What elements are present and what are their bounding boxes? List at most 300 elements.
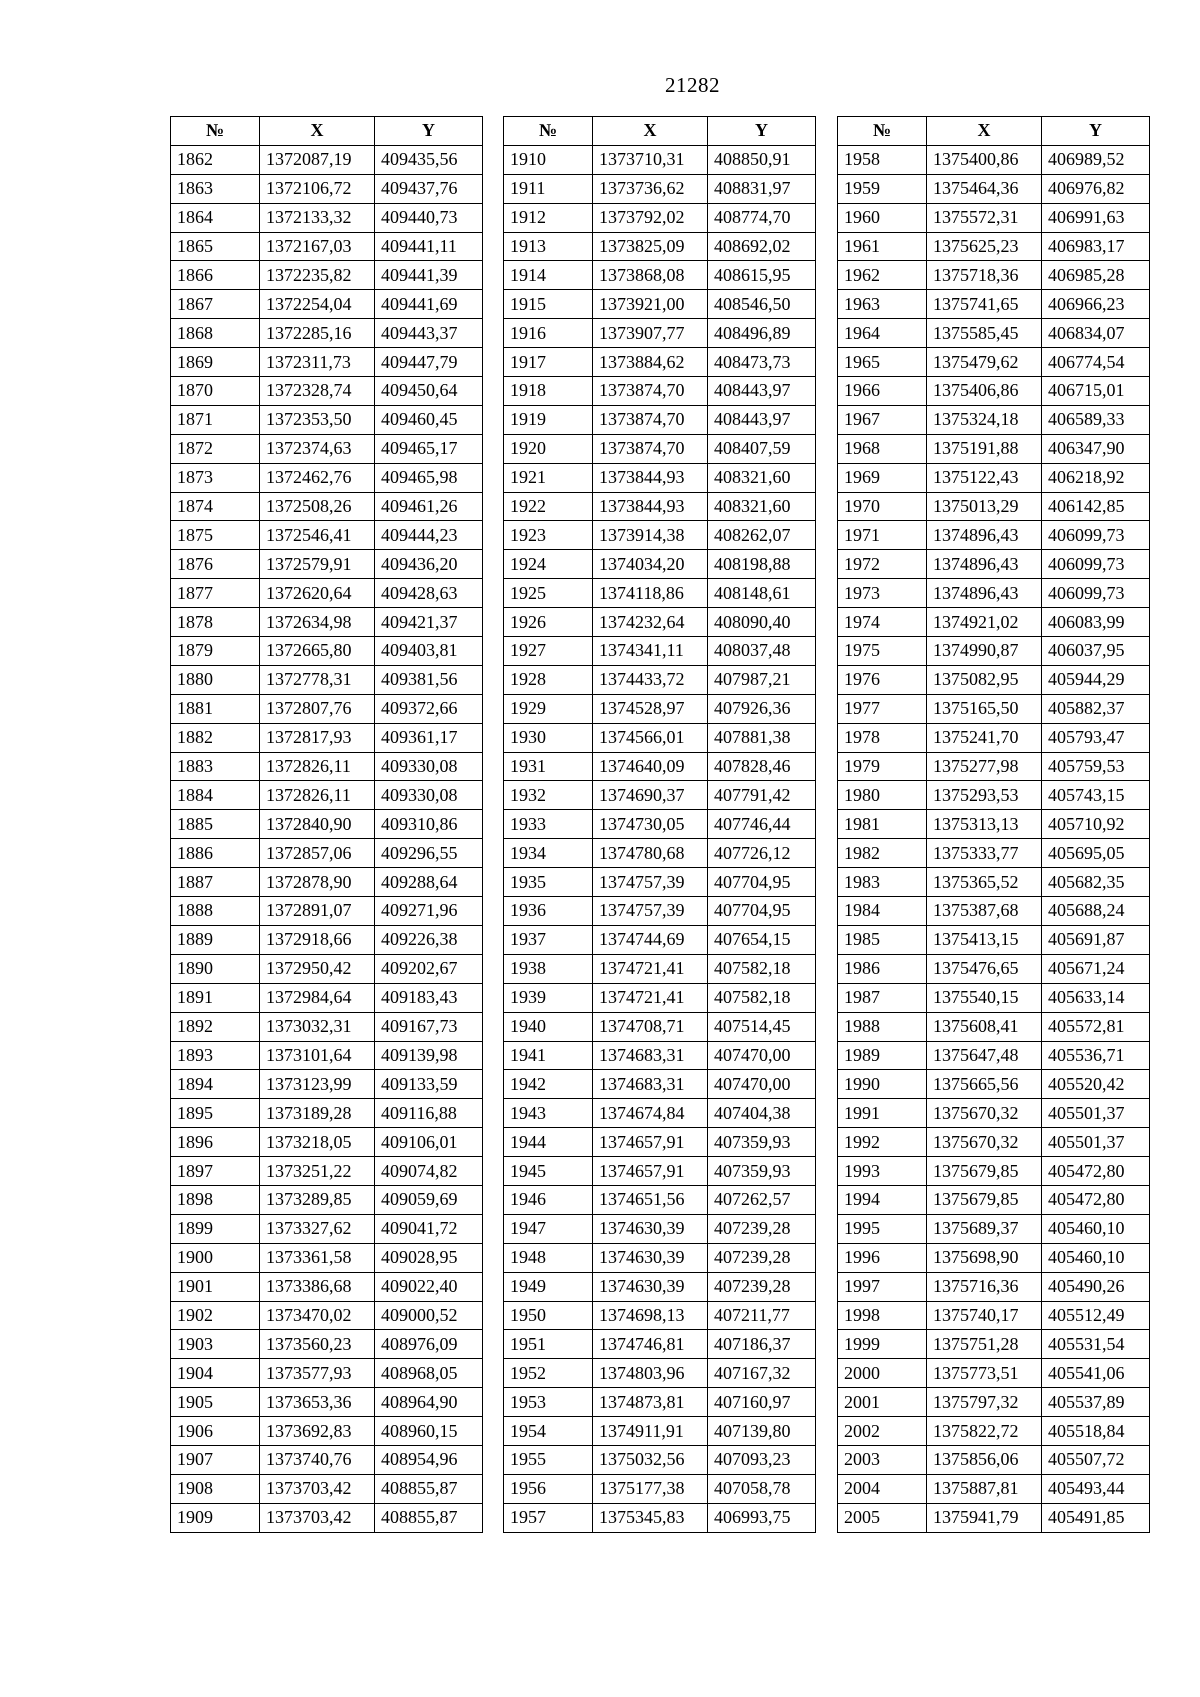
cell-y: 405536,71 [1042, 1041, 1150, 1070]
cell-number: 1889 [171, 925, 260, 954]
cell-x: 1374232,64 [593, 608, 708, 637]
cell-x: 1373874,70 [593, 405, 708, 434]
cell-x: 1373736,62 [593, 174, 708, 203]
cell-y: 407654,15 [708, 925, 816, 954]
cell-number: 1988 [838, 1012, 927, 1041]
table-row [171, 579, 483, 608]
cell-x: 1375464,36 [927, 174, 1042, 203]
cell-y: 408262,07 [708, 521, 816, 550]
table-row [504, 203, 816, 232]
cell-y: 409271,96 [375, 897, 483, 926]
cell-y: 407926,36 [708, 694, 816, 723]
cell-x: 1375689,37 [927, 1214, 1042, 1243]
cell-number: 1968 [838, 434, 927, 463]
table-row [504, 1128, 816, 1157]
table-row [838, 1388, 1150, 1417]
cell-y: 406993,75 [708, 1503, 816, 1532]
cell-x: 1372826,11 [260, 752, 375, 781]
cell-x: 1375277,98 [927, 752, 1042, 781]
cell-y: 407514,45 [708, 1012, 816, 1041]
cell-x: 1373470,02 [260, 1301, 375, 1330]
cell-x: 1375082,95 [927, 665, 1042, 694]
table-row [504, 1070, 816, 1099]
cell-y: 408443,97 [708, 405, 816, 434]
cell-number: 1871 [171, 405, 260, 434]
cell-number: 2004 [838, 1474, 927, 1503]
cell-x: 1375679,85 [927, 1157, 1042, 1186]
cell-x: 1375718,36 [927, 261, 1042, 290]
cell-number: 1950 [504, 1301, 593, 1330]
cell-number: 1990 [838, 1070, 927, 1099]
cell-x: 1373844,93 [593, 463, 708, 492]
table-row [171, 1301, 483, 1330]
table-row [838, 1301, 1150, 1330]
table-row [504, 897, 816, 926]
cell-number: 1929 [504, 694, 593, 723]
cell-x: 1373874,70 [593, 377, 708, 406]
cell-x: 1375740,17 [927, 1301, 1042, 1330]
cell-x: 1373386,68 [260, 1272, 375, 1301]
cell-x: 1373868,08 [593, 261, 708, 290]
cell-y: 407167,32 [708, 1359, 816, 1388]
cell-x: 1374433,72 [593, 665, 708, 694]
table-row [838, 983, 1150, 1012]
cell-y: 406589,33 [1042, 405, 1150, 434]
cell-x: 1372878,90 [260, 868, 375, 897]
cell-y: 406834,07 [1042, 319, 1150, 348]
cell-x: 1375625,23 [927, 232, 1042, 261]
cell-number: 1863 [171, 174, 260, 203]
table-header-row [504, 117, 816, 146]
cell-number: 1952 [504, 1359, 593, 1388]
cell-number: 1967 [838, 405, 927, 434]
cell-x: 1372840,90 [260, 810, 375, 839]
cell-y: 409465,98 [375, 463, 483, 492]
cell-number: 1904 [171, 1359, 260, 1388]
cell-number: 1913 [504, 232, 593, 261]
cell-number: 1957 [504, 1503, 593, 1532]
cell-x: 1375406,86 [927, 377, 1042, 406]
cell-y: 409465,17 [375, 434, 483, 463]
cell-number: 1897 [171, 1157, 260, 1186]
cell-number: 1975 [838, 637, 927, 666]
cell-y: 408615,95 [708, 261, 816, 290]
cell-x: 1373218,05 [260, 1128, 375, 1157]
cell-y: 407239,28 [708, 1243, 816, 1272]
cell-x: 1375333,77 [927, 839, 1042, 868]
cell-number: 1876 [171, 550, 260, 579]
cell-y: 409133,59 [375, 1070, 483, 1099]
header-x: X [593, 117, 708, 146]
table-row [504, 550, 816, 579]
cell-x: 1375941,79 [927, 1503, 1042, 1532]
table-row [838, 290, 1150, 319]
table-row [504, 1041, 816, 1070]
table-row [504, 145, 816, 174]
cell-x: 1372254,04 [260, 290, 375, 319]
cell-x: 1374730,05 [593, 810, 708, 839]
table-row [171, 781, 483, 810]
cell-number: 1878 [171, 608, 260, 637]
table-row [171, 1417, 483, 1446]
cell-number: 1881 [171, 694, 260, 723]
cell-x: 1375716,36 [927, 1272, 1042, 1301]
cell-number: 1912 [504, 203, 593, 232]
cell-y: 409288,64 [375, 868, 483, 897]
cell-x: 1375122,43 [927, 463, 1042, 492]
table-row [838, 521, 1150, 550]
cell-x: 1375797,32 [927, 1388, 1042, 1417]
table-row [838, 810, 1150, 839]
cell-x: 1374896,43 [927, 579, 1042, 608]
table-row [504, 405, 816, 434]
cell-x: 1373577,93 [260, 1359, 375, 1388]
table-row [838, 839, 1150, 868]
cell-number: 1971 [838, 521, 927, 550]
table-row [171, 492, 483, 521]
cell-x: 1375670,32 [927, 1099, 1042, 1128]
cell-x: 1375345,83 [593, 1503, 708, 1532]
cell-x: 1373914,38 [593, 521, 708, 550]
cell-y: 407828,46 [708, 752, 816, 781]
cell-x: 1375387,68 [927, 897, 1042, 926]
cell-number: 1896 [171, 1128, 260, 1157]
table-row [838, 1128, 1150, 1157]
table-row [838, 1185, 1150, 1214]
cell-y: 405882,37 [1042, 694, 1150, 723]
cell-number: 1980 [838, 781, 927, 810]
cell-x: 1373361,58 [260, 1243, 375, 1272]
cell-number: 1895 [171, 1099, 260, 1128]
cell-x: 1373710,31 [593, 145, 708, 174]
table-row [504, 1272, 816, 1301]
cell-x: 1373921,00 [593, 290, 708, 319]
table-row [838, 1272, 1150, 1301]
cell-y: 407726,12 [708, 839, 816, 868]
cell-number: 1974 [838, 608, 927, 637]
cell-x: 1374780,68 [593, 839, 708, 868]
cell-y: 407791,42 [708, 781, 816, 810]
cell-number: 1885 [171, 810, 260, 839]
table-row [838, 579, 1150, 608]
cell-number: 1976 [838, 665, 927, 694]
cell-number: 1954 [504, 1417, 593, 1446]
table-row [171, 752, 483, 781]
cell-y: 409440,73 [375, 203, 483, 232]
header-y: Y [708, 117, 816, 146]
cell-x: 1372087,19 [260, 145, 375, 174]
table-row [504, 694, 816, 723]
cell-number: 1960 [838, 203, 927, 232]
cell-x: 1375670,32 [927, 1128, 1042, 1157]
cell-x: 1372826,11 [260, 781, 375, 810]
table-row [504, 608, 816, 637]
cell-x: 1372634,98 [260, 608, 375, 637]
cell-x: 1373251,22 [260, 1157, 375, 1186]
cell-x: 1375540,15 [927, 983, 1042, 1012]
cell-y: 408960,15 [375, 1417, 483, 1446]
cell-number: 1915 [504, 290, 593, 319]
cell-number: 1965 [838, 348, 927, 377]
table-row [838, 1359, 1150, 1388]
cell-number: 1940 [504, 1012, 593, 1041]
cell-number: 1932 [504, 781, 593, 810]
table-row [838, 348, 1150, 377]
cell-y: 409421,37 [375, 608, 483, 637]
cell-y: 408321,60 [708, 492, 816, 521]
table-row [504, 1359, 816, 1388]
cell-y: 409436,20 [375, 550, 483, 579]
cell-y: 407470,00 [708, 1070, 816, 1099]
cell-y: 407359,93 [708, 1157, 816, 1186]
cell-number: 1911 [504, 174, 593, 203]
table-row [171, 434, 483, 463]
cell-number: 1962 [838, 261, 927, 290]
table-row [504, 1012, 816, 1041]
table-row [838, 1099, 1150, 1128]
cell-number: 1879 [171, 637, 260, 666]
cell-x: 1373703,42 [260, 1503, 375, 1532]
header-number: № [504, 117, 593, 146]
table-row [171, 319, 483, 348]
cell-y: 407186,37 [708, 1330, 816, 1359]
table-row [504, 1157, 816, 1186]
cell-y: 409381,56 [375, 665, 483, 694]
cell-x: 1373907,77 [593, 319, 708, 348]
cell-x: 1372857,06 [260, 839, 375, 868]
cell-y: 407211,77 [708, 1301, 816, 1330]
table-row [171, 1214, 483, 1243]
table-row [838, 608, 1150, 637]
cell-y: 406099,73 [1042, 550, 1150, 579]
cell-x: 1375887,81 [927, 1474, 1042, 1503]
cell-x: 1373874,70 [593, 434, 708, 463]
cell-number: 1930 [504, 723, 593, 752]
table-row [171, 261, 483, 290]
table-row [171, 232, 483, 261]
cell-x: 1373740,76 [260, 1445, 375, 1474]
cell-number: 1925 [504, 579, 593, 608]
table-row [504, 1185, 816, 1214]
table-row [171, 290, 483, 319]
cell-y: 405472,80 [1042, 1157, 1150, 1186]
table-row [171, 1243, 483, 1272]
table-row [504, 637, 816, 666]
table-row [838, 1474, 1150, 1503]
cell-x: 1374896,43 [927, 550, 1042, 579]
cell-number: 1906 [171, 1417, 260, 1446]
cell-number: 1870 [171, 377, 260, 406]
cell-number: 1886 [171, 839, 260, 868]
cell-number: 2000 [838, 1359, 927, 1388]
table-row [504, 492, 816, 521]
coordinates-table-3 [837, 116, 1150, 1533]
cell-number: 1916 [504, 319, 593, 348]
table-row [504, 810, 816, 839]
table-row [504, 665, 816, 694]
cell-x: 1373692,83 [260, 1417, 375, 1446]
table-row [171, 868, 483, 897]
cell-number: 1883 [171, 752, 260, 781]
cell-x: 1375741,65 [927, 290, 1042, 319]
cell-x: 1374651,56 [593, 1185, 708, 1214]
table-row [171, 810, 483, 839]
table-row [504, 1445, 816, 1474]
cell-x: 1375751,28 [927, 1330, 1042, 1359]
table-row [171, 839, 483, 868]
table-row [504, 521, 816, 550]
cell-number: 1905 [171, 1388, 260, 1417]
cell-number: 1888 [171, 897, 260, 926]
cell-number: 1945 [504, 1157, 593, 1186]
cell-y: 405710,92 [1042, 810, 1150, 839]
cell-y: 409443,37 [375, 319, 483, 348]
table-row [171, 1070, 483, 1099]
table-row [838, 492, 1150, 521]
cell-y: 409226,38 [375, 925, 483, 954]
cell-x: 1375698,90 [927, 1243, 1042, 1272]
cell-x: 1372918,66 [260, 925, 375, 954]
cell-number: 1946 [504, 1185, 593, 1214]
cell-x: 1374757,39 [593, 897, 708, 926]
table-row [171, 1388, 483, 1417]
cell-x: 1375365,52 [927, 868, 1042, 897]
cell-y: 409330,08 [375, 781, 483, 810]
cell-number: 2005 [838, 1503, 927, 1532]
cell-x: 1372167,03 [260, 232, 375, 261]
cell-number: 1999 [838, 1330, 927, 1359]
cell-y: 408831,97 [708, 174, 816, 203]
cell-y: 408407,59 [708, 434, 816, 463]
cell-number: 1949 [504, 1272, 593, 1301]
table-row [504, 1417, 816, 1446]
cell-y: 409022,40 [375, 1272, 483, 1301]
table-row [171, 550, 483, 579]
cell-y: 406985,28 [1042, 261, 1150, 290]
cell-number: 1934 [504, 839, 593, 868]
cell-number: 1997 [838, 1272, 927, 1301]
cell-y: 409202,67 [375, 954, 483, 983]
cell-number: 1979 [838, 752, 927, 781]
cell-y: 405493,44 [1042, 1474, 1150, 1503]
cell-x: 1374698,13 [593, 1301, 708, 1330]
cell-x: 1374528,97 [593, 694, 708, 723]
cell-y: 406989,52 [1042, 145, 1150, 174]
cell-y: 408037,48 [708, 637, 816, 666]
cell-y: 409028,95 [375, 1243, 483, 1272]
cell-number: 1877 [171, 579, 260, 608]
cell-y: 408090,40 [708, 608, 816, 637]
cell-x: 1372807,76 [260, 694, 375, 723]
table-row [504, 1474, 816, 1503]
cell-y: 407470,00 [708, 1041, 816, 1070]
cell-number: 1992 [838, 1128, 927, 1157]
cell-x: 1372285,16 [260, 319, 375, 348]
page-number: 21282 [665, 73, 720, 97]
cell-y: 409361,17 [375, 723, 483, 752]
cell-x: 1374657,91 [593, 1157, 708, 1186]
table-row [838, 232, 1150, 261]
table-row [504, 1503, 816, 1532]
table-row [838, 463, 1150, 492]
cell-y: 405944,29 [1042, 665, 1150, 694]
table-row [504, 348, 816, 377]
cell-x: 1375773,51 [927, 1359, 1042, 1388]
table-row [504, 232, 816, 261]
table-row [838, 781, 1150, 810]
cell-x: 1375822,72 [927, 1417, 1042, 1446]
cell-x: 1373844,93 [593, 492, 708, 521]
cell-number: 1973 [838, 579, 927, 608]
table-row [171, 174, 483, 203]
cell-x: 1372106,72 [260, 174, 375, 203]
table-row [171, 925, 483, 954]
table-row [838, 203, 1150, 232]
cell-x: 1374118,86 [593, 579, 708, 608]
cell-y: 409444,23 [375, 521, 483, 550]
cell-y: 406976,82 [1042, 174, 1150, 203]
table-row [504, 174, 816, 203]
cell-x: 1375413,15 [927, 925, 1042, 954]
cell-x: 1372374,63 [260, 434, 375, 463]
cell-number: 1978 [838, 723, 927, 752]
cell-y: 405572,81 [1042, 1012, 1150, 1041]
cell-x: 1373792,02 [593, 203, 708, 232]
cell-number: 1927 [504, 637, 593, 666]
cell-x: 1372817,93 [260, 723, 375, 752]
cell-y: 405695,05 [1042, 839, 1150, 868]
cell-y: 408148,61 [708, 579, 816, 608]
cell-number: 1922 [504, 492, 593, 521]
cell-number: 1873 [171, 463, 260, 492]
cell-y: 405671,24 [1042, 954, 1150, 983]
table-row [171, 203, 483, 232]
table-row [838, 954, 1150, 983]
cell-number: 1903 [171, 1330, 260, 1359]
cell-number: 1998 [838, 1301, 927, 1330]
table-row [838, 694, 1150, 723]
cell-number: 1910 [504, 145, 593, 174]
cell-x: 1372546,41 [260, 521, 375, 550]
cell-y: 405501,37 [1042, 1128, 1150, 1157]
cell-y: 407058,78 [708, 1474, 816, 1503]
cell-y: 409000,52 [375, 1301, 483, 1330]
cell-x: 1374640,09 [593, 752, 708, 781]
cell-y: 405743,15 [1042, 781, 1150, 810]
cell-x: 1373289,85 [260, 1185, 375, 1214]
cell-y: 407093,23 [708, 1445, 816, 1474]
cell-number: 1953 [504, 1388, 593, 1417]
cell-number: 1991 [838, 1099, 927, 1128]
table-row [504, 723, 816, 752]
header-y: Y [375, 117, 483, 146]
cell-y: 409116,88 [375, 1099, 483, 1128]
cell-number: 1909 [171, 1503, 260, 1532]
cell-number: 1985 [838, 925, 927, 954]
cell-y: 409403,81 [375, 637, 483, 666]
cell-number: 1959 [838, 174, 927, 203]
cell-number: 1898 [171, 1185, 260, 1214]
cell-x: 1373703,42 [260, 1474, 375, 1503]
cell-x: 1375585,45 [927, 319, 1042, 348]
cell-number: 1926 [504, 608, 593, 637]
cell-x: 1374990,87 [927, 637, 1042, 666]
table-row [838, 377, 1150, 406]
cell-number: 1868 [171, 319, 260, 348]
cell-x: 1375665,56 [927, 1070, 1042, 1099]
table-row [171, 954, 483, 983]
cell-number: 1943 [504, 1099, 593, 1128]
